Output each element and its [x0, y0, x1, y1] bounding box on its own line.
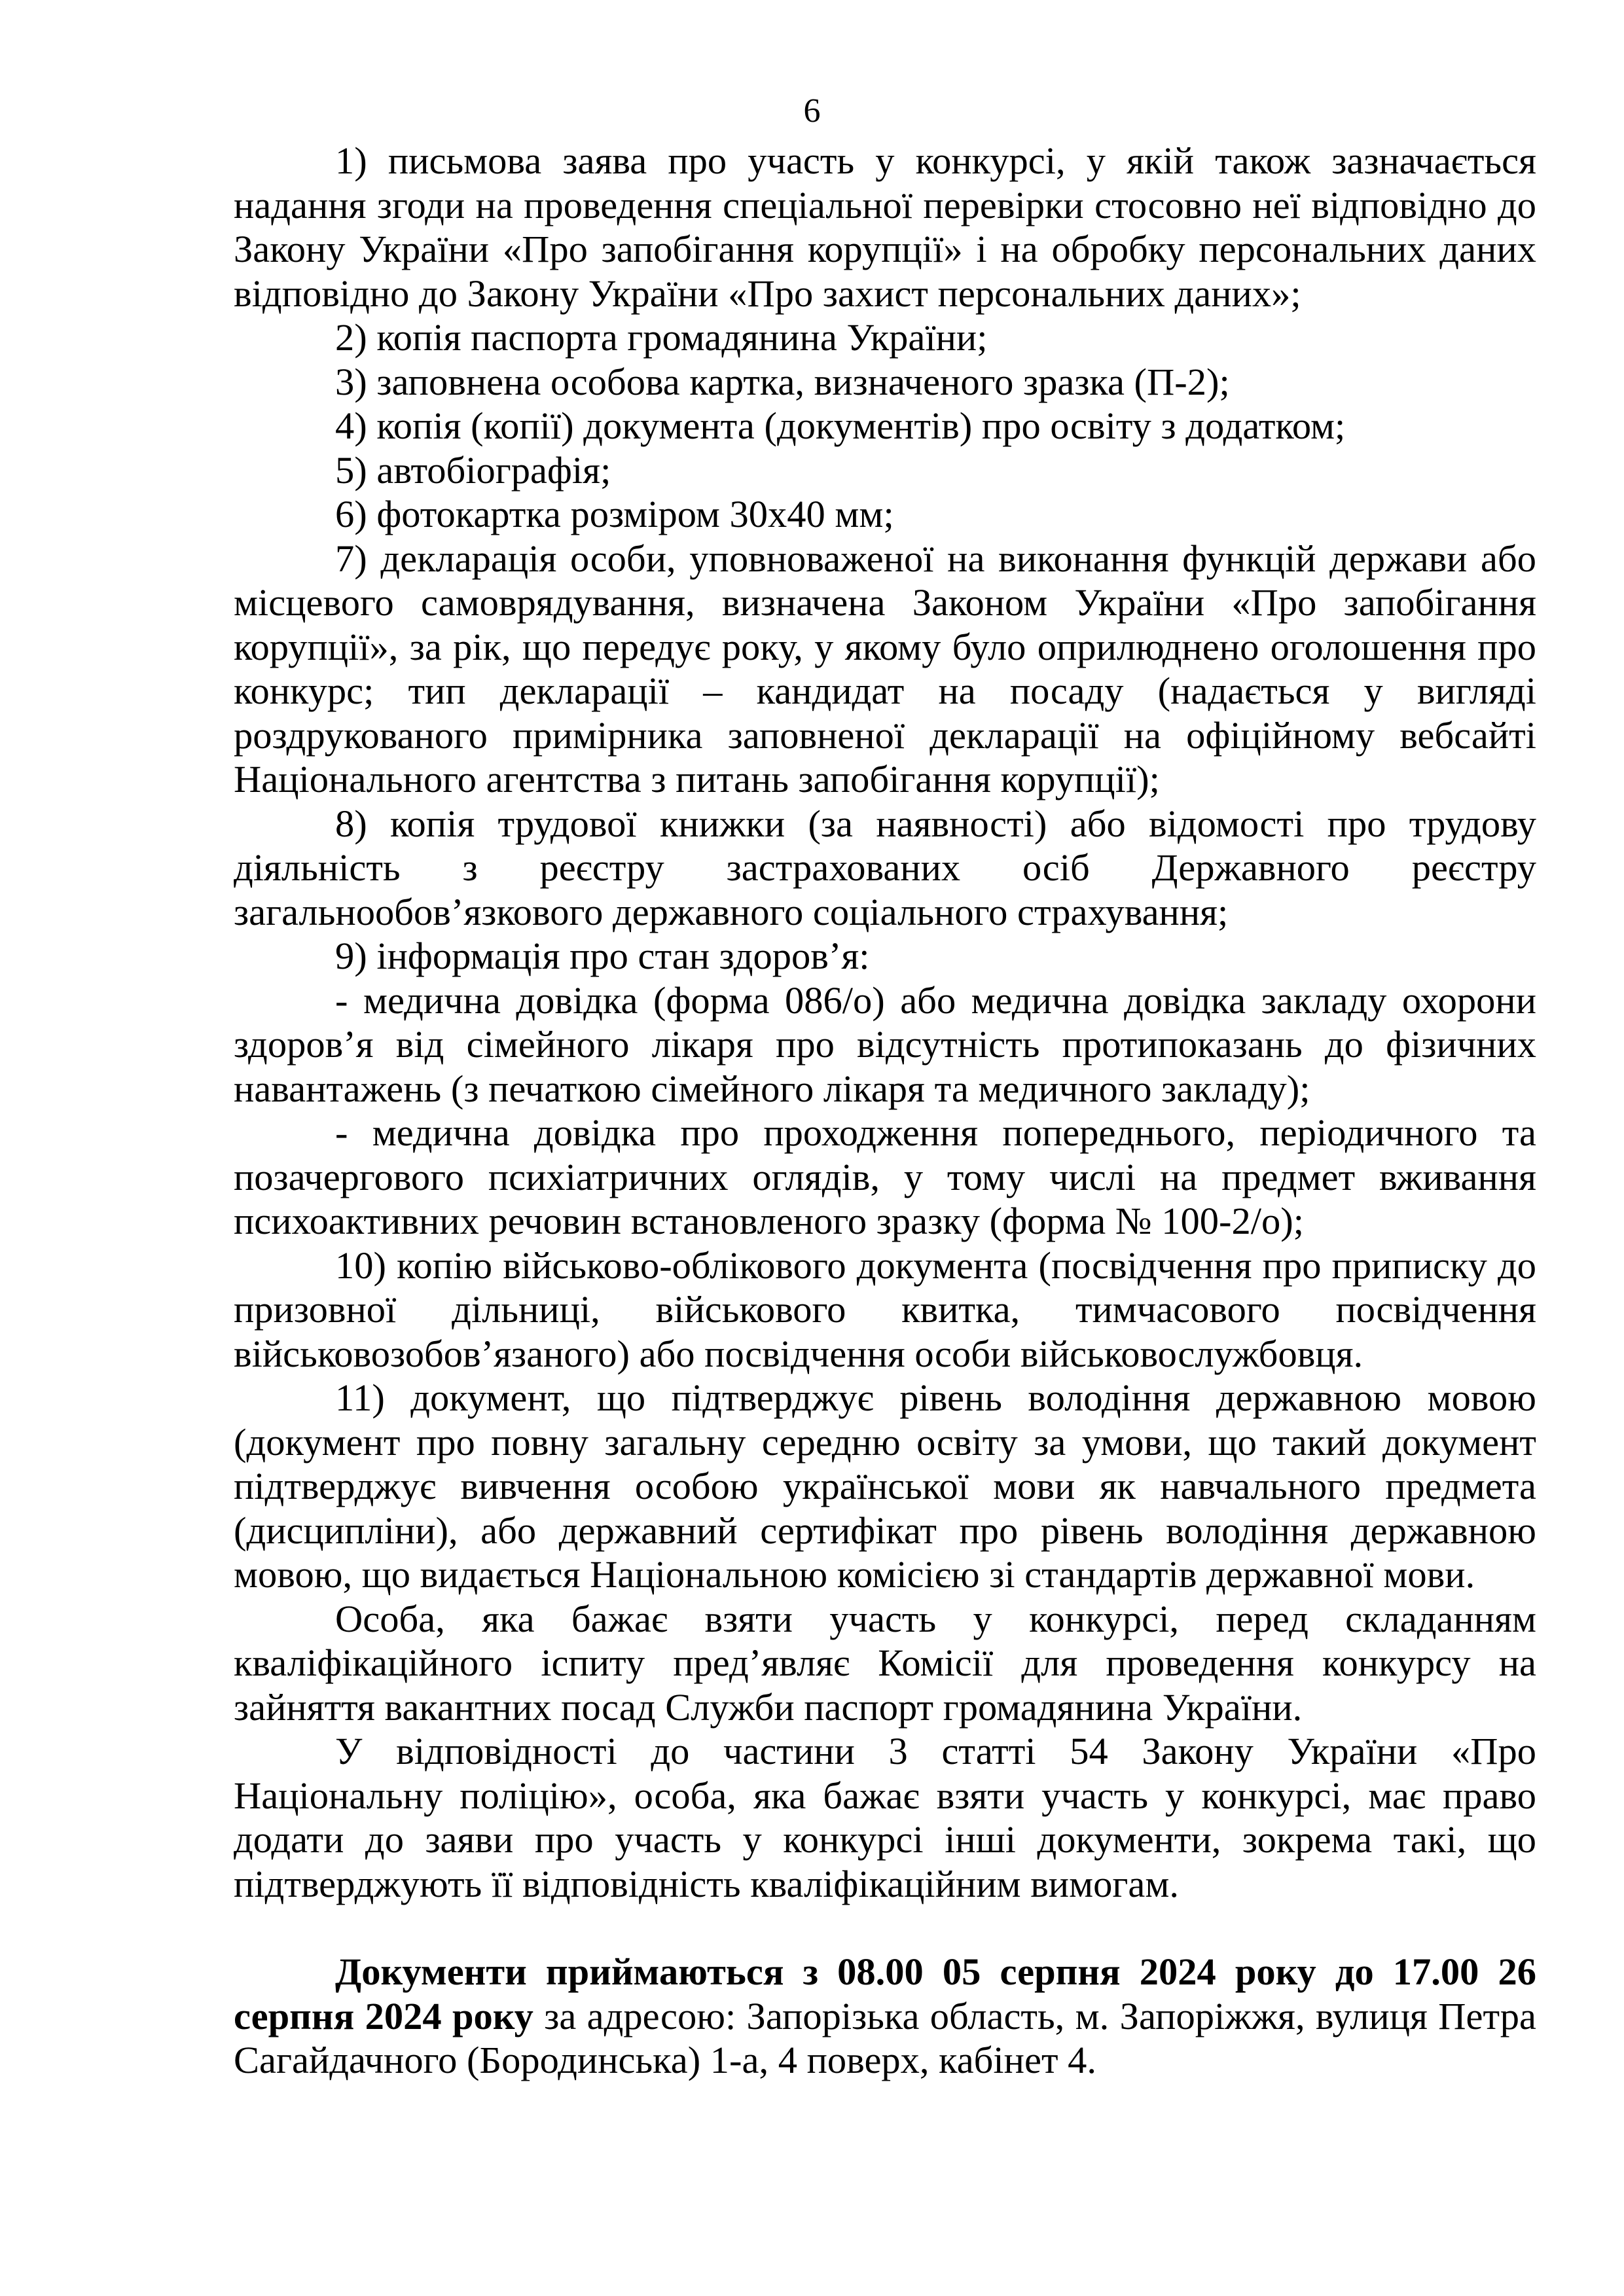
- item-6-photo: 6) фотокартка розміром 30х40 мм;: [335, 493, 894, 535]
- item-1-application: 1) письмова заява про участь у конкурсі, у якій також зазначається надання згоди на проведення спеціальної перевірки стосовно неї відповідно до Закону України «Про запобігання корупції» і на обробку персональних даних відповідно до Закону України «Про захист персональних даних»;: [234, 139, 1536, 315]
- passport-presentation-paragraph: Особа, яка бажає взяти участь у конкурсі, перед складанням кваліфікаційного іспиту пред’являє Комісії для проведення конкурсу на зайняття вакантних посад Служби паспорт громадянина України.: [234, 1597, 1536, 1729]
- submission-schedule-paragraph: [234, 1950, 1536, 2083]
- additional-documents-paragraph: У відповідності до частини 3 статті 54 Закону України «Про Національну поліцію», особа, яка бажає взяти участь у конкурсі, має право додати до заяви про участь у конкурсі інші документи, зокрема такі, що підтверджують її відповідність кваліфікаційним вимогам.: [234, 1730, 1536, 1905]
- item-4-education-documents: 4) копія (копії) документа (документів) про освіту з додатком;: [335, 404, 1346, 447]
- item-9-health-info: 9) інформація про стан здоров’я:: [335, 935, 870, 977]
- page-number: 6: [803, 92, 821, 130]
- item-7-declaration: 7) декларація особи, уповноваженої на виконання функцій держави або місцевого самоврядування, визначена Законом України «Про запобігання корупції», за рік, що передує року, у якому було оприлюднено оголошення про конкурс; тип декларації – кандидат на посаду (надається у вигляді роздрукованого примірника заповненої декларації на офіційному вебсайті Національного агентства з питань запобігання корупції);: [234, 537, 1536, 800]
- item-5-autobiography: 5) автобіографія;: [335, 448, 611, 492]
- item-10-military-document: 10) копію військово-облікового документа (посвідчення про приписку до призовної дільниці, військового квитка, тимчасового посвідчення військовозобов’язаного) або посвідчення особи військовослужбовця.: [234, 1244, 1536, 1375]
- submission-address: за адресою: Запорізька область, м. Запоріжжя, вулиця Петра Сагайдачного (Бородинська) 1-а, 4 поверх, кабінет 4.: [234, 1994, 1537, 2081]
- item-2-passport-copy: 2) копія паспорта громадянина України;: [335, 316, 988, 359]
- item-3-personal-card: 3) заповнена особова картка, визначеного зразка (П-2);: [335, 360, 1230, 403]
- item-9-medical-certificate-086: - медична довідка (форма 086/о) або медична довідка закладу охорони здоров’я від сімейного лікаря про відсутність протипоказань до фізичних навантажень (з печаткою сімейного лікаря та медичного закладу);: [234, 978, 1536, 1110]
- document-body: [234, 139, 1536, 2083]
- submission-dates: Документи приймаються з 08.00 05 серпня 2024 року до 17.00 26 серпня 2024 року: [234, 1950, 1536, 2037]
- item-9-psychiatric-certificate: - медична довідка про проходження попереднього, періодичного та позачергового психіатричних оглядів, у тому числі на предмет вживання психоактивних речовин встановленого зразку (форма № 100-2/о);: [234, 1111, 1536, 1242]
- item-8-employment-record: 8) копія трудової книжки (за наявності) або відомості про трудову діяльність з реєстру застрахованих осіб Державного реєстру загальнообов’язкового державного соціального страхування;: [234, 802, 1536, 933]
- item-11-language-document: 11) документ, що підтверджує рівень володіння державною мовою (документ про повну загальну середню освіту за умови, що такий документ підтверджує вивчення особою української мови як навчального предмета (дисципліни), або державний сертифікат про рівень володіння державною мовою, що видається Національною комісією зі стандартів державної мови.: [234, 1376, 1536, 1596]
